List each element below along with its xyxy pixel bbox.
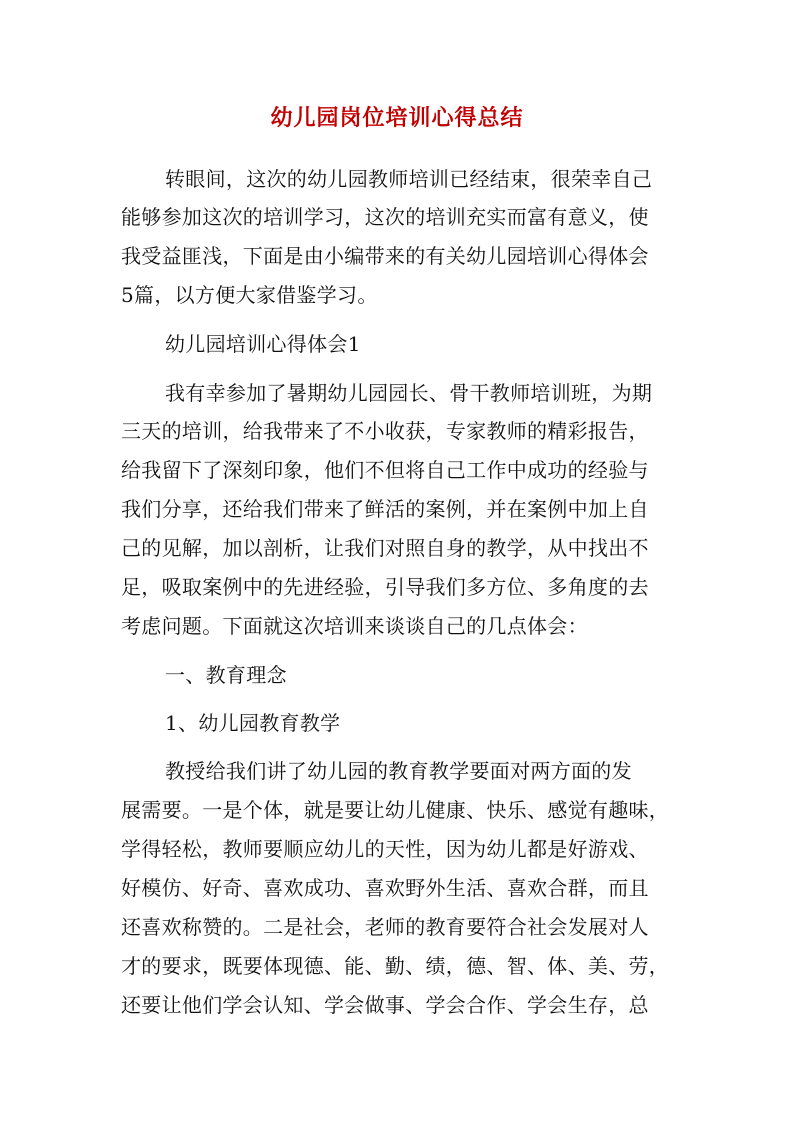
paragraph-line: 三天的培训，给我带来了不小收获，专家教师的精彩报告， [121,419,649,443]
paragraph-line: 教授给我们讲了幼儿园的教育教学要面对两方面的发 [165,759,632,783]
paragraph-line: 我们分享，还给我们带来了鲜活的案例，并在案例中加上自 [121,497,649,521]
paragraph-line: 学得轻松，教师要顺应幼儿的天性，因为幼儿都是好游戏、 [121,837,649,861]
paragraph-line: 展需要。一是个体，就是要让幼儿健康、快乐、感觉有趣味， [121,798,670,822]
paragraph-line: 我受益匪浅，下面是由小编带来的有关幼儿园培训心得体会 [121,244,649,268]
paragraph-line: 己的见解，加以剖析，让我们对照自身的教学，从中找出不 [121,536,649,560]
paragraph-line: 给我留下了深刻印象，他们不但将自己工作中成功的经验与 [121,458,649,482]
paragraph-line: 才的要求，既要体现德、能、勤、绩，德、智、体、美、劳， [121,954,670,978]
paragraph-line: 还要让他们学会认知、学会做事、学会合作、学会生存，总 [121,993,649,1017]
paragraph-line: 足，吸取案例中的先进经验，引导我们多方位、多角度的去 [121,575,649,599]
section-heading: 一、教育理念 [165,663,287,687]
paragraph-line: 转眼间，这次的幼儿园教师培训已经结束，很荣幸自己 [165,167,653,191]
subsection-heading: 1、幼儿园教育教学 [165,711,341,735]
paragraph-line: 我有幸参加了暑期幼儿园园长、骨干教师培训班，为期 [165,381,653,405]
document-title: 幼儿园岗位培训心得总结 [270,105,524,131]
paragraph-line: 能够参加这次的培训学习，这次的培训充实而富有意义，使 [121,205,649,229]
paragraph-line: 考虑问题。下面就这次培训来谈谈自己的几点体会： [121,614,588,638]
paragraph-line: 好模仿、好奇、喜欢成功、喜欢野外生活、喜欢合群，而且 [121,876,649,900]
section-heading: 幼儿园培训心得体会1 [165,332,361,356]
paragraph-line: 还喜欢称赞的。二是社会，老师的教育要符合社会发展对人 [121,915,649,939]
paragraph-line: 5篇，以方便大家借鉴学习。 [121,283,378,307]
